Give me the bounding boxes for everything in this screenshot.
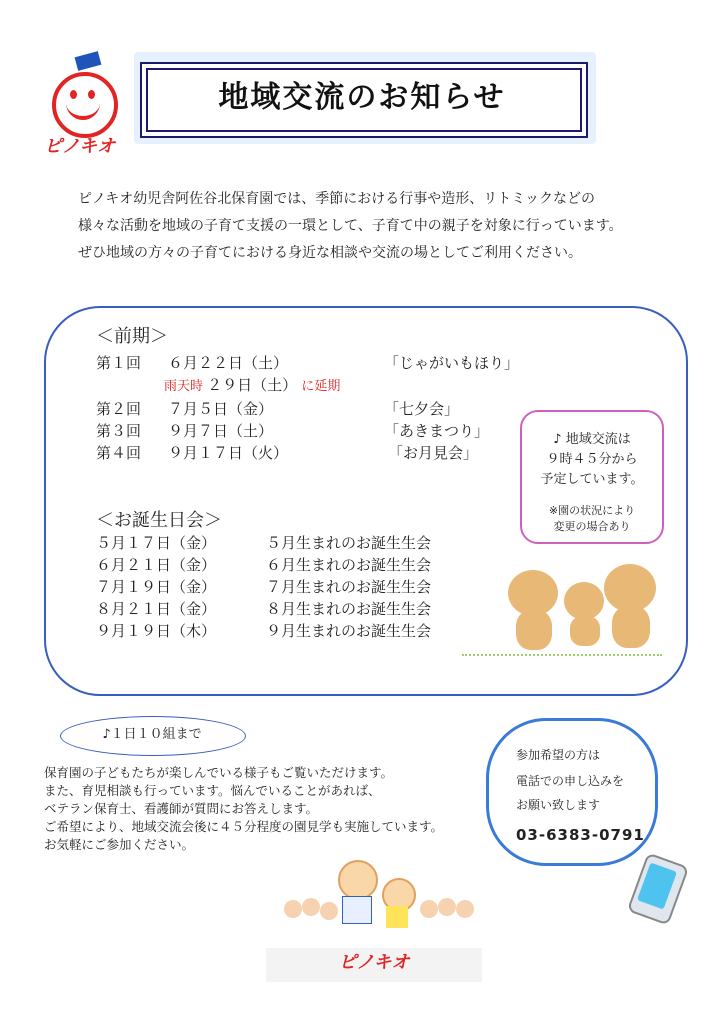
logo-text: ピノキオ: [44, 136, 116, 157]
grass-decoration: [462, 644, 662, 656]
details-line: お気軽にご参加ください。: [44, 837, 195, 852]
striped-shirt-icon: [342, 896, 372, 924]
event-number: 第１回: [96, 354, 142, 372]
rain-note-date: ２９日（土）: [207, 376, 298, 394]
child-icon: [320, 902, 338, 920]
event-date: ７月５日（金）: [168, 400, 274, 418]
notice-line: 変更の場合あり: [553, 520, 631, 533]
event-date: ６月２２日（土）: [168, 354, 289, 372]
birthday-date: ６月２１日（金）: [96, 556, 217, 574]
birthday-event: ８月生まれのお誕生生会: [266, 600, 432, 618]
first-term-heading: ＜前期＞: [96, 326, 168, 347]
child-icon: [456, 900, 474, 918]
rain-note: [164, 374, 340, 395]
birthday-heading: ＜お誕生日会＞: [96, 510, 222, 531]
details-text: [44, 764, 504, 854]
intro-text: [78, 186, 678, 267]
child-icon: [438, 898, 456, 916]
yellow-shirt-icon: [386, 906, 408, 928]
contact-line: 電話での申し込みを: [516, 774, 625, 788]
notice-line: ９時４５分から: [546, 452, 638, 467]
time-notice: [520, 410, 664, 544]
details-line: ベテラン保育士、看護師が質問にお答えします。: [44, 801, 319, 816]
birthday-date: ５月１７日（金）: [96, 534, 217, 552]
event-number: 第３回: [96, 422, 142, 440]
event-date: ９月７日（土）: [168, 422, 274, 440]
child-icon: [284, 900, 302, 918]
rain-note-prefix: 雨天時: [164, 379, 204, 394]
notice-line: 予定しています。: [540, 472, 644, 487]
event-title: 「あきまつり」: [384, 422, 490, 440]
bear-head-icon: [604, 564, 656, 612]
birthday-event: ５月生まれのお誕生生会: [266, 534, 432, 552]
child-icon: [420, 900, 438, 918]
footer-logo-text: ピノキオ: [338, 952, 410, 973]
details-line: また、育児相談も行っています。悩んでいることがあれば、: [44, 783, 381, 798]
bear-body-icon: [570, 616, 600, 646]
rain-note-suffix: に延期: [301, 379, 341, 394]
birthday-event: ７月生まれのお誕生生会: [266, 578, 432, 596]
bear-head-icon: [564, 582, 604, 620]
page-title: 地域交流のお知らせ: [218, 80, 506, 115]
children-illustration: [276, 846, 476, 942]
contact-line: お願い致します: [516, 798, 601, 812]
child-icon: [302, 898, 320, 916]
bear-body-icon: [612, 606, 650, 648]
notice-line: ※園の状況により: [548, 504, 636, 517]
details-line: ご希望により、地域交流会後に４５分程度の園見学も実施しています。: [44, 819, 444, 834]
birthday-event: ６月生まれのお誕生生会: [266, 556, 432, 574]
event-number: 第２回: [96, 400, 142, 418]
birthday-date: ９月１９日（木）: [96, 622, 217, 640]
event-title: 「お月見会」: [388, 444, 479, 462]
birthday-date: ８月２１日（金）: [96, 600, 217, 618]
event-title: 「七夕会」: [384, 400, 460, 418]
notice-line: ♪ 地域交流は: [553, 432, 631, 447]
limit-text: ♪１日１０組まで: [102, 727, 202, 742]
event-number: 第４回: [96, 444, 142, 462]
phone-number: 03-6383-0791: [516, 826, 645, 844]
birthday-event: ９月生まれのお誕生生会: [266, 622, 432, 640]
intro-line: ピノキオ幼児舎阿佐谷北保育園では、季節における行事や造形、リトミックなどの: [78, 191, 596, 207]
event-date: ９月１７日（火）: [168, 444, 289, 462]
contact-line: 参加希望の方は: [516, 748, 601, 762]
logo-flag-icon: [75, 51, 102, 71]
pinocchio-boy-icon: [338, 860, 378, 900]
birthday-date: ７月１９日（金）: [96, 578, 217, 596]
event-title: 「じゃがいもほり」: [384, 354, 520, 372]
intro-line: 様々な活動を地域の子育て支援の一環として、子育て中の親子を対象に行っています。: [78, 218, 623, 234]
intro-line: ぜひ地域の方々の子育てにおける身近な相談や交流の場としてご利用ください。: [78, 245, 582, 261]
details-line: 保育園の子どもたちが楽しんでいる様子もご覧いただけます。: [44, 765, 394, 780]
